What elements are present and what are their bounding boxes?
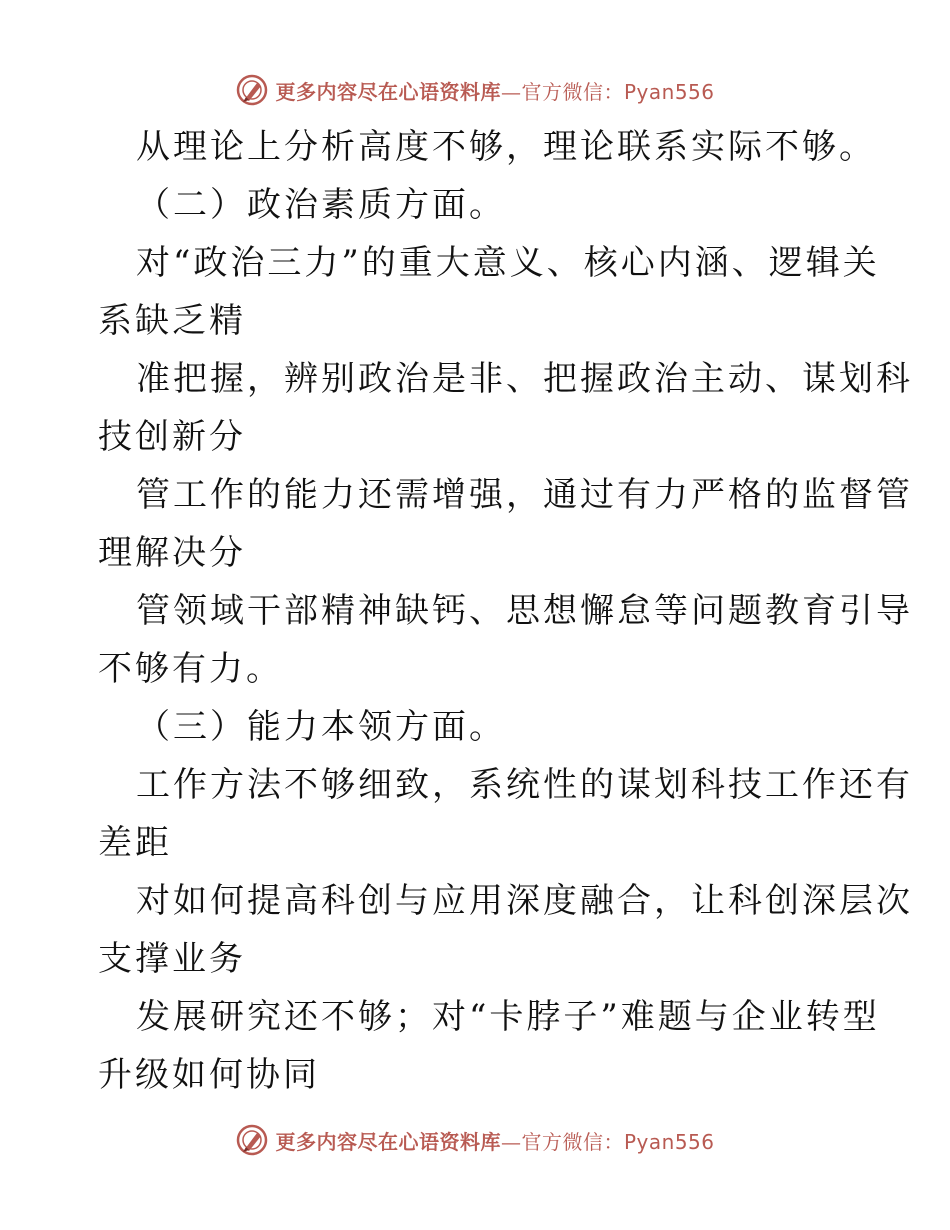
text-line: 对如何提高科创与应用深度融合，让科创深层次	[136, 881, 913, 921]
text-line: （三）能力本领方面。	[136, 707, 506, 747]
footer-banner	[0, 1120, 950, 1160]
text-line: （二）政治素质方面。	[136, 185, 506, 225]
banner-text	[275, 76, 714, 105]
banner-text	[275, 1126, 714, 1155]
text-line: 对“政治三力”的重大意义、核心内涵、逻辑关	[136, 243, 880, 283]
pen-nib-seal-icon	[235, 1123, 269, 1157]
banner-site-text: 更多内容尽在心语资料库	[275, 79, 501, 104]
banner-wechat-label: 官方微信：	[521, 1129, 624, 1154]
text-line: 管工作的能力还需增强，通过有力严格的监督管	[136, 475, 913, 515]
text-line: 发展研究还不够；对“卡脖子”难题与企业转型	[136, 997, 880, 1037]
text-line: 管领域干部精神缺钙、思想懈怠等问题教育引导	[136, 591, 913, 631]
text-line: 升级如何协同	[98, 1055, 320, 1095]
text-line: 工作方法不够细致，系统性的谋划科技工作还有	[136, 765, 913, 805]
text-line: 准把握，辨别政治是非、把握政治主动、谋划科	[136, 359, 913, 399]
body-text	[98, 118, 913, 1104]
text-line: 理解决分	[98, 533, 246, 573]
text-line: 差距	[98, 823, 172, 863]
banner-site-text: 更多内容尽在心语资料库	[275, 1129, 501, 1154]
header-banner	[0, 70, 950, 110]
banner-dash: —	[500, 79, 522, 104]
text-line: 不够有力。	[98, 649, 283, 689]
banner-wechat-label: 官方微信：	[521, 79, 624, 104]
text-line: 系缺乏精	[98, 301, 246, 341]
pen-nib-seal-icon	[235, 73, 269, 107]
banner-wechat-id: Pyan556	[623, 79, 715, 104]
text-line: 支撑业务	[98, 939, 246, 979]
banner-wechat-id: Pyan556	[623, 1129, 715, 1154]
banner-dash: —	[500, 1129, 522, 1154]
text-line: 从理论上分析高度不够，理论联系实际不够。	[136, 127, 876, 167]
text-line: 技创新分	[98, 417, 246, 457]
